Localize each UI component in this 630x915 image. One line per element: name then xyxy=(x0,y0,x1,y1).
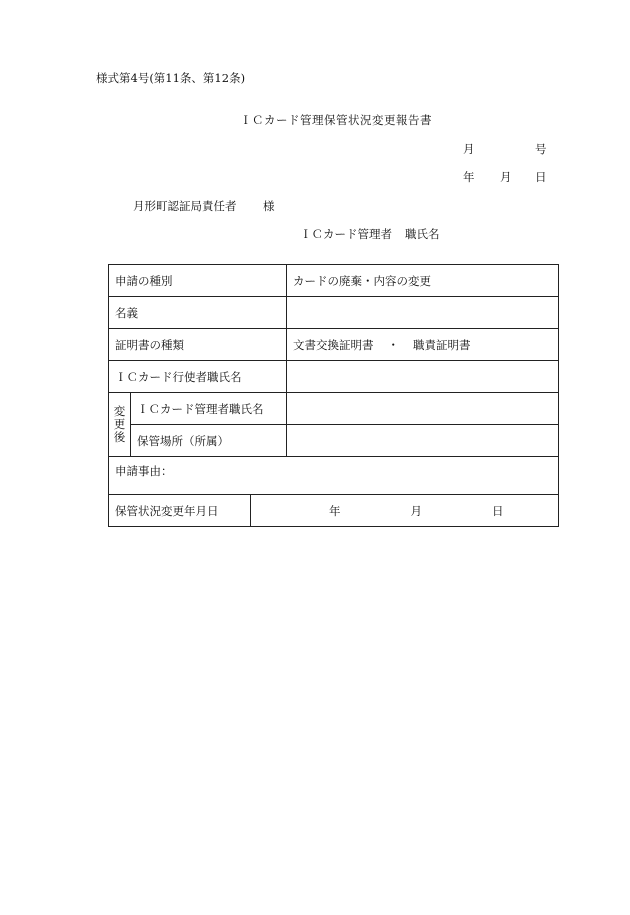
storage-location-label: 保管場所（所属） xyxy=(131,425,287,457)
after-change-char-3: 後 xyxy=(113,430,126,444)
doc-number-month: 月 xyxy=(463,142,475,156)
row-manager-name xyxy=(109,393,559,425)
row-cert-type xyxy=(109,329,559,361)
after-change-label xyxy=(109,393,131,457)
document-title: ＩＣカード管理保管状況変更報告書 xyxy=(240,113,432,127)
reporter-label: ＩＣカード管理者 xyxy=(300,227,392,241)
date-month: 月 xyxy=(500,170,512,184)
manager-name-value[interactable] xyxy=(287,393,559,425)
cert-type-option-document-exchange[interactable]: 文書交換証明書 xyxy=(293,337,374,352)
nominee-label: 名義 xyxy=(109,297,287,329)
row-reason xyxy=(109,457,559,495)
change-date-day: 日 xyxy=(492,503,504,518)
card-user-value[interactable] xyxy=(287,361,559,393)
row-change-date xyxy=(109,495,559,527)
after-change-char-2: 更 xyxy=(113,417,126,431)
nominee-value[interactable] xyxy=(287,297,559,329)
form-number: 様式第4号(第11条、第12条) xyxy=(96,71,246,85)
request-type-value: カードの廃棄・内容の変更 xyxy=(287,265,559,297)
date-day: 日 xyxy=(535,170,547,184)
change-date-label: 保管状況変更年月日 xyxy=(109,495,251,527)
cert-type-separator: ・ xyxy=(387,337,399,352)
after-change-char-1: 変 xyxy=(113,404,126,418)
row-card-user xyxy=(109,361,559,393)
row-request-type xyxy=(109,265,559,297)
doc-number-suffix: 号 xyxy=(535,142,547,156)
storage-location-value[interactable] xyxy=(287,425,559,457)
reporter-name-label: 職氏名 xyxy=(405,227,440,241)
manager-name-label: ＩＣカード管理者職氏名 xyxy=(131,393,287,425)
change-date-value[interactable] xyxy=(251,495,559,527)
addressee-honorific: 様 xyxy=(263,199,275,213)
cert-type-label: 証明書の種類 xyxy=(109,329,287,361)
card-user-label: ＩＣカード行使者職氏名 xyxy=(109,361,287,393)
reason-label: 申請事由： xyxy=(115,464,173,478)
report-form-table xyxy=(108,264,559,527)
change-date-month: 月 xyxy=(410,503,422,518)
change-date-year: 年 xyxy=(329,503,341,518)
cert-type-option-position[interactable]: 職責証明書 xyxy=(413,337,471,352)
row-nominee xyxy=(109,297,559,329)
row-storage-location xyxy=(109,425,559,457)
cert-type-value xyxy=(287,329,559,361)
date-year: 年 xyxy=(463,170,475,184)
addressee-name: 月形町認証局責任者 xyxy=(133,199,237,213)
reason-field[interactable] xyxy=(109,457,559,495)
request-type-label: 申請の種別 xyxy=(109,265,287,297)
